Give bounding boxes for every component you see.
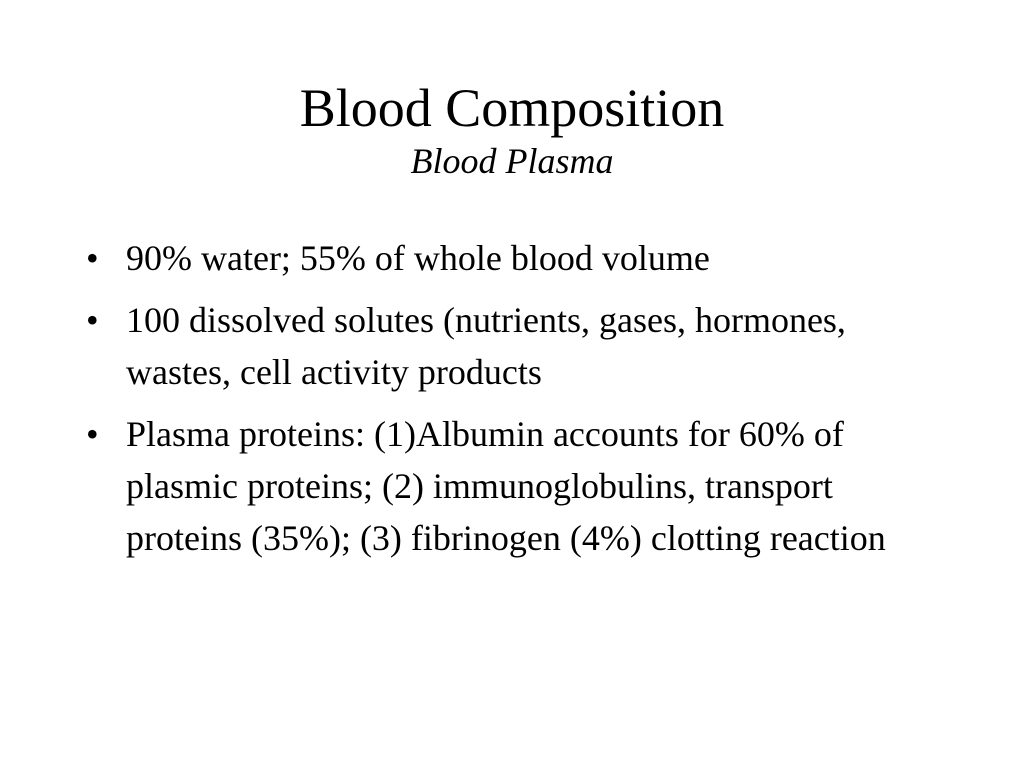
title-block — [0, 76, 1024, 182]
bullet-text: Plasma proteins: (1)Albumin accounts for 60% of plasmic proteins; (2) immunoglobulins, transport proteins (35%); (3) fibrinogen (4%) clotting reaction — [126, 414, 886, 558]
slide-subtitle: Blood Plasma — [410, 141, 614, 181]
bullet-text: 100 dissolved solutes (nutrients, gases, hormones, wastes, cell activity products — [126, 300, 846, 392]
bullet-icon: • — [86, 238, 99, 278]
bullet-item — [86, 232, 946, 284]
slide-title: Blood Composition — [299, 78, 725, 138]
bullet-icon: • — [86, 300, 99, 340]
bullet-item — [86, 408, 946, 564]
bullet-item — [86, 294, 946, 398]
bullet-list — [86, 232, 946, 574]
bullet-icon: • — [86, 414, 99, 454]
bullet-text: 90% water; 55% of whole blood volume — [126, 238, 710, 278]
